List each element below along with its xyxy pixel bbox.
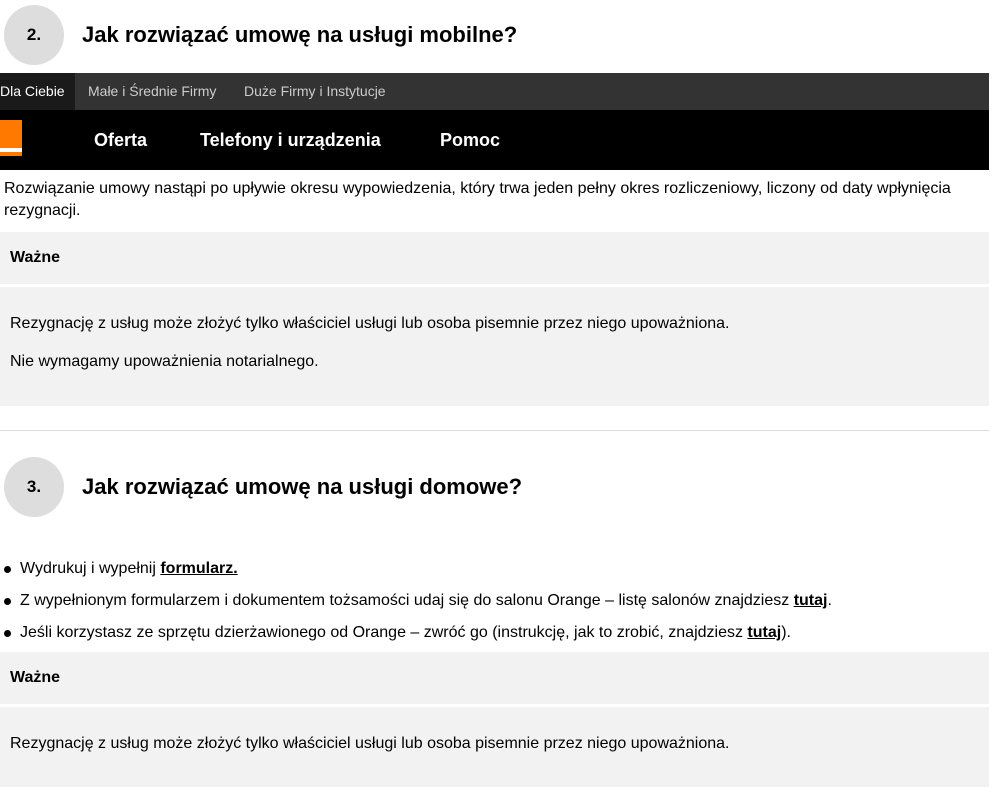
important-text: Rezygnację z usług może złożyć tylko właściciel usługi lub osoba pisemnie przez niego upoważniona. [10, 315, 730, 332]
list-item [0, 556, 990, 588]
step-3-number: 3. [4, 457, 64, 517]
segment-nav [0, 73, 989, 110]
nav-telefony-urzadzenia[interactable]: Telefony i urządzenia [200, 130, 381, 150]
step-3-list [0, 556, 990, 652]
important-panel-body [0, 707, 989, 787]
list-item-text: Z wypełnionym formularzem i dokumentem tożsamości udaj się do salonu Orange – listę salonów znajdziesz [20, 592, 794, 609]
formularz-link[interactable]: formularz. [160, 560, 238, 577]
segment-tab-male-srednie-firmy[interactable]: Małe i Średnie Firmy [88, 83, 217, 99]
list-item-text: ). [781, 624, 791, 641]
section-divider [0, 430, 989, 431]
instrukcja-tutaj-link[interactable]: tutaj [747, 624, 782, 641]
step-2-header [0, 0, 999, 70]
important-panel-body [0, 287, 989, 406]
step-2-number: 2. [4, 5, 64, 65]
step-3-title: Jak rozwiązać umowę na usługi domowe? [82, 474, 523, 499]
segment-tab-dla-ciebie[interactable]: Dla Ciebie [0, 73, 75, 110]
list-item-text: Wydrukuj i wypełnij [20, 560, 161, 577]
step-2-paragraph: Rozwiązanie umowy nastąpi po upływie okresu wypowiedzenia, który trwa jeden pełny okres rozliczeniowy, liczony od daty wpłynięcia rezygnacji. [4, 180, 951, 219]
salony-tutaj-link[interactable]: tutaj [793, 592, 828, 609]
main-nav [0, 110, 989, 170]
orange-logo[interactable] [0, 120, 22, 156]
important-panel-heading [0, 652, 989, 704]
nav-oferta[interactable]: Oferta [94, 130, 148, 150]
important-heading-label: Ważne [10, 669, 61, 686]
list-item [0, 620, 990, 652]
important-text: Nie wymagamy upoważnienia notarialnego. [10, 353, 319, 370]
important-heading-label: Ważne [10, 249, 61, 266]
nav-pomoc[interactable]: Pomoc [440, 130, 501, 150]
list-item [0, 588, 990, 620]
important-panel-heading [0, 232, 989, 284]
important-text: Rezygnację z usług może złożyć tylko właściciel usługi lub osoba pisemnie przez niego upoważniona. [10, 735, 730, 752]
step-3-header [0, 452, 999, 522]
segment-tab-duze-firmy[interactable]: Duże Firmy i Instytucje [244, 83, 386, 99]
list-item-text: Jeśli korzystasz ze sprzętu dzierżawionego od Orange – zwróć go (instrukcję, jak to zrobić, znajdziesz [20, 624, 748, 641]
step-2-title: Jak rozwiązać umowę na usługi mobilne? [82, 22, 518, 47]
list-item-text: . [827, 592, 832, 609]
